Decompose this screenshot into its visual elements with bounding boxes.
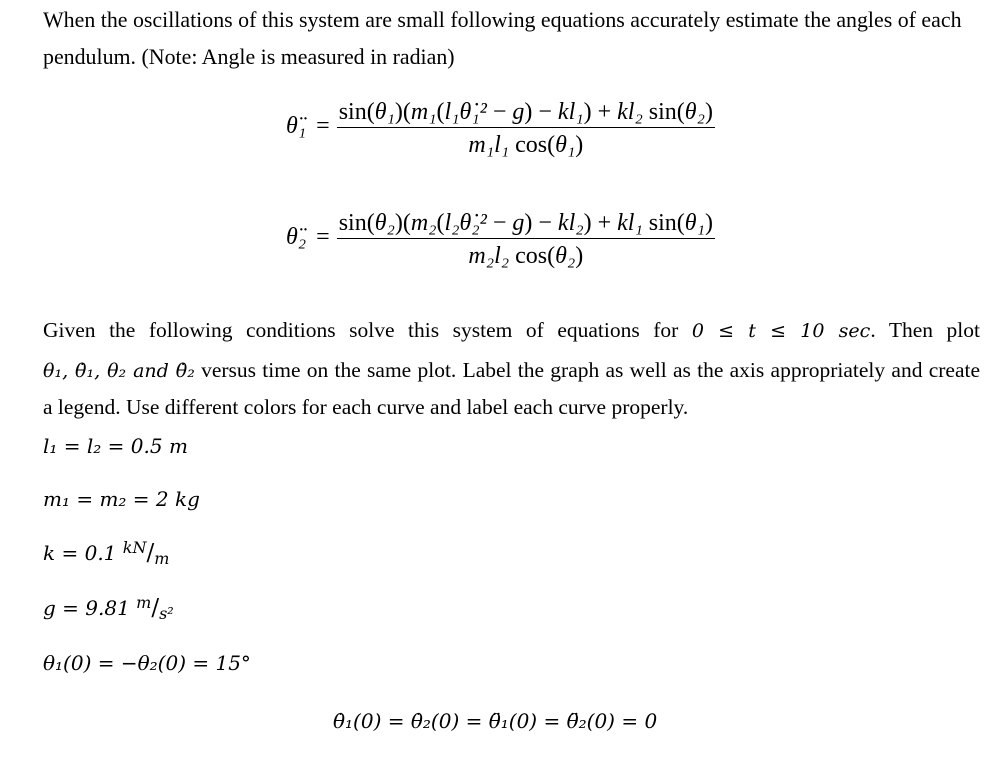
equation-lhs: θ̈₂ [286,223,307,250]
task-text: versus time on the same plot. Label the graph as well as the axis appropriately and create [201,358,981,382]
condition-gravity [43,594,174,624]
denominator [468,239,583,271]
numerator-term: ) + [583,99,618,125]
condition-initial-rates: θ̇₁(0) = θ̇₂(0) = θ̈₁(0) = θ̈₂(0) = 0 [333,709,658,733]
denominator-term: ) [575,132,584,158]
equation-lhs: θ̈₁ [286,112,307,139]
denominator-term: ) [575,243,584,269]
denominator-term: cos( [509,243,556,269]
condition-masses: m₁ = m₂ = 2 kg [43,487,200,511]
task-text: Given the following conditions solve this system of equations for [43,318,679,342]
unit-numerator: m [136,592,152,612]
unit-slash: / [151,595,160,621]
condition-expression: k = 0.1 [43,541,117,565]
numerator-term: θ₁ [374,99,395,125]
equation-theta1-acceleration [286,97,715,160]
equals-sign: = [316,223,330,250]
unit-slash: / [146,540,155,566]
equals-sign: = [316,112,330,139]
numerator-term: )( [394,210,411,236]
numerator-term: − [486,210,513,236]
numerator-term: sin( [338,99,375,125]
intro-line-2: pendulum. (Note: Angle is measured in radian) [43,44,455,69]
equation-theta2-acceleration [286,208,715,271]
condition-initial-angles: θ₁(0) = −θ₂(0) = 15° [43,651,251,675]
numerator-term: ) − [524,99,558,125]
numerator-term: ) − [524,210,558,236]
numerator-term: ) [704,210,713,236]
task-line-2 [43,356,980,385]
numerator-term: θ₁ [684,210,705,236]
condition-lengths: l₁ = l₂ = 0.5 m [43,434,188,458]
task-line-1 [43,316,980,345]
denominator [468,128,583,160]
numerator-term: m₂ [410,210,437,236]
plotted-variables: θ₁, θ̇₁, θ₂ and θ̇₂ [43,360,195,382]
denominator-term: θ₂ [555,243,576,269]
time-range: 0 ≤ t ≤ 10 sec [691,320,871,342]
numerator-term: ( [436,210,445,236]
numerator-term: l₂θ̇₂² [444,210,487,236]
numerator-term: kl₂ [557,210,584,236]
numerator-term: g [512,99,525,125]
denominator-term: θ₁ [555,132,576,158]
numerator-term: l₁θ̇₁² [444,99,487,125]
condition-expression: g = 9.81 [43,596,130,620]
fraction [337,208,715,271]
condition-spring-constant [43,539,169,569]
denominator-term: m₂l₂ [468,243,510,269]
numerator-term: ( [436,99,445,125]
numerator-term: g [512,210,525,236]
intro-line-1: When the oscillations of this system are small following equations accurately estimate the angles of each [43,7,962,32]
numerator-term: θ₂ [374,210,395,236]
task-text-end: . Then plot [870,318,980,342]
numerator-term: sin( [642,99,685,125]
unit-fraction [136,592,174,623]
numerator-term: sin( [338,210,375,236]
unit-denominator: s² [159,603,174,623]
numerator-term: − [486,99,513,125]
numerator [337,97,715,127]
denominator-term: m₁l₁ [468,132,510,158]
numerator-term: sin( [642,210,685,236]
numerator-term: )( [394,99,411,125]
numerator-term: m₁ [410,99,437,125]
numerator-term: kl₁ [617,210,643,236]
numerator-term: ) + [583,210,618,236]
numerator-term: ) [704,99,713,125]
task-line-3: a legend. Use different colors for each curve and label each curve properly. [43,395,689,419]
denominator-term: cos( [509,132,556,158]
numerator-term: θ₂ [684,99,705,125]
numerator [337,208,715,238]
fraction [337,97,715,160]
unit-fraction [122,537,170,568]
unit-numerator: kN [122,537,147,557]
unit-denominator: m [154,548,170,568]
numerator-term: kl₂ [617,99,643,125]
numerator-term: kl₁ [557,99,584,125]
